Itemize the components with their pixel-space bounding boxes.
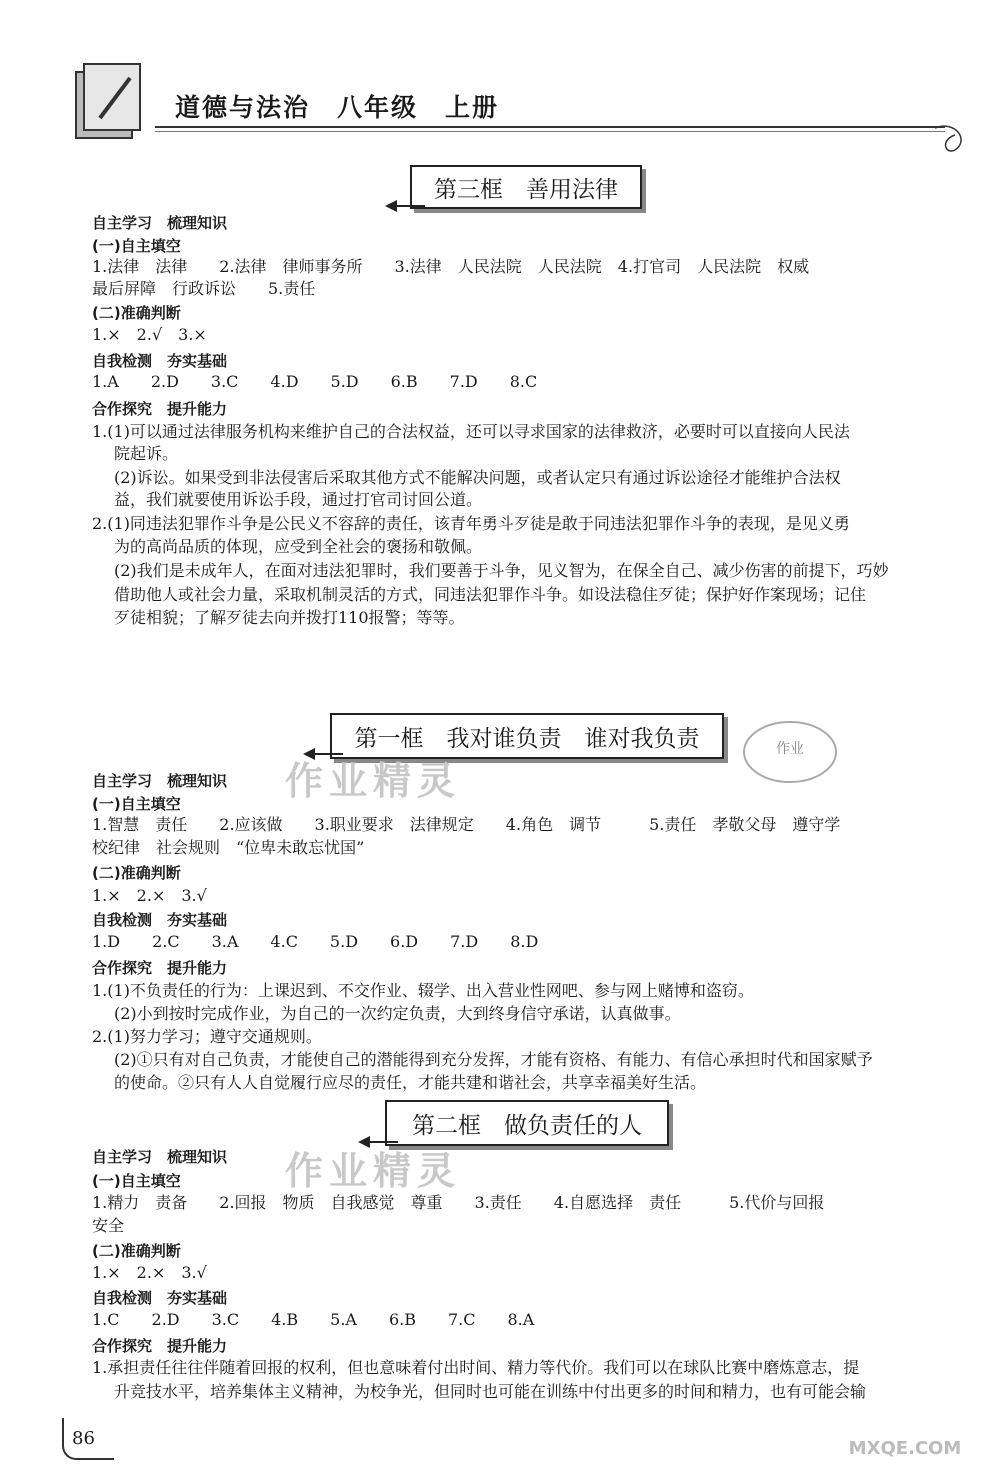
- answer-line: (2)诉讼。如果受到非法侵害后采取其他方式不能解决问题，或者认定只有通过诉讼途径才能维护合法权: [114, 468, 841, 487]
- header-title: 道德与法治 八年级 上册: [175, 93, 500, 122]
- section-heading: 合作探究 提升能力: [92, 959, 228, 977]
- answer-line: 1.(1)不负责任的行为：上课迟到、不交作业、辍学、出入营业性网吧、参与网上赌博和盗窃。: [92, 981, 754, 1000]
- subsection-heading: (一)自主填空: [92, 795, 181, 813]
- answer-line: 院起诉。: [114, 444, 179, 463]
- stamp-seal: [740, 718, 840, 786]
- answer-line: 最后屏障 行政诉讼 5.责任: [92, 279, 316, 298]
- site-watermark-text: MXQE.COM: [848, 1438, 962, 1459]
- answer-line: 1.承担责任往往伴随着回报的权利，但也意味着付出时间、精力等代价。我们可以在球队比赛中磨炼意志，提: [92, 1358, 860, 1377]
- section-heading: 自我检测 夯实基础: [92, 352, 228, 370]
- answer-line: 校纪律 社会规则 “位卑未敢忘忧国”: [92, 838, 365, 857]
- section-box-title: 第二框 做负责任的人: [385, 1100, 669, 1146]
- subsection-heading: (二)准确判断: [92, 304, 181, 322]
- answer-line: (2)我们是未成年人，在面对违法犯罪时，我们要善于斗争，见义智为，在保全自己、减少伤害的前提下，巧妙: [114, 561, 889, 580]
- subsection-heading: (一)自主填空: [92, 237, 181, 255]
- subsection-heading: (一)自主填空: [92, 1172, 181, 1190]
- answer-line: 升竞技水平，培养集体主义精神，为校争光，但同时也可能在训练中付出更多的时间和精力，也有可能会输: [114, 1382, 867, 1401]
- answer-line: 借助他人或社会力量，采取机制灵活的方式，同违法犯罪作斗争。如设法稳住歹徒；保护好作案现场；记住: [114, 585, 867, 604]
- answer-line: 1.D 2.C 3.A 4.C 5.D 6.D 7.D 8.D: [92, 932, 539, 951]
- answer-line: 1.× 2.× 3.√: [92, 886, 207, 905]
- answer-line: 的使命。②只有人人自觉履行应尽的责任，才能共建和谐社会，共享幸福美好生活。: [114, 1073, 707, 1092]
- section-heading: 自主学习 梳理知识: [92, 214, 228, 232]
- answer-line: 1.A 2.D 3.C 4.D 5.D 6.B 7.D 8.C: [92, 372, 538, 391]
- section-box-title: 第一框 我对谁负责 谁对我负责: [330, 713, 724, 759]
- book-icon: [70, 58, 150, 143]
- answer-line: 2.(1)努力学习；遵守交通规则。: [92, 1027, 322, 1046]
- header-rule: [155, 126, 945, 128]
- arrow-left-icon: [385, 198, 425, 217]
- section-heading: 合作探究 提升能力: [92, 400, 228, 418]
- answer-line: 安全: [92, 1216, 125, 1235]
- section-heading: 自主学习 梳理知识: [92, 772, 228, 790]
- section-heading: 自主学习 梳理知识: [92, 1148, 228, 1166]
- answer-line: (2)小到按时完成作业，为自己的一次约定负责，大到终身信守承诺，认真做事。: [114, 1004, 681, 1023]
- answer-line: 2.(1)同违法犯罪作斗争是公民义不容辞的责任，该青年勇斗歹徒是敢于同违法犯罪作斗争的表现，是见义勇: [92, 514, 850, 533]
- section-heading: 自我检测 夯实基础: [92, 911, 228, 929]
- subsection-heading: (二)准确判断: [92, 1242, 181, 1260]
- answer-line: 1.× 2.× 3.√: [92, 1263, 207, 1282]
- answer-line: 1.(1)可以通过法律服务机构来维护自己的合法权益，还可以寻求国家的法律救济，必要时可以直接向人民法: [92, 422, 850, 441]
- answer-line: 1.C 2.D 3.C 4.B 5.A 6.B 7.C 8.A: [92, 1310, 535, 1329]
- answer-line: (2)①只有对自己负责，才能使自己的潜能得到充分发挥，才能有资格、有能力、有信心承担时代和国家赋予: [114, 1050, 873, 1069]
- section-heading: 自我检测 夯实基础: [92, 1289, 228, 1307]
- answer-line: 1.精力 责备 2.回报 物质 自我感觉 尊重 3.责任 4.自愿选择 责任 5.代价与回报: [92, 1193, 825, 1212]
- page-number: 86: [72, 1428, 95, 1449]
- watermark: 作业精灵: [285, 1148, 462, 1193]
- section-heading: 合作探究 提升能力: [92, 1337, 228, 1355]
- stamp-text: 作业: [776, 741, 804, 757]
- answer-line: 为的高尚品质的体现，应受到全社会的褒扬和敬佩。: [114, 537, 483, 556]
- answer-line: 1.× 2.√ 3.×: [92, 325, 207, 344]
- subsection-heading: (二)准确判断: [92, 864, 181, 882]
- header-rule-thin: [155, 131, 945, 132]
- answer-line: 歹徒相貌；了解歹徒去向并拨打110报警；等等。: [114, 608, 465, 627]
- answer-line: 1.法律 法律 2.法律 律师事务所 3.法律 人民法院 人民法院 4.打官司 人民法院 权威: [92, 257, 810, 276]
- site-watermark-logo: [830, 1400, 980, 1460]
- section-box-title: 第三框 善用法律: [410, 165, 642, 209]
- swirl-ornament: [930, 110, 980, 160]
- answer-line: 1.智慧 责任 2.应该做 3.职业要求 法律规定 4.角色 调节 5.责任 孝敬父母 遵守学: [92, 815, 841, 834]
- answer-line: 益，我们就要使用诉讼手段，通过打官司讨回公道。: [114, 490, 483, 509]
- watermark: 作业精灵: [285, 758, 462, 803]
